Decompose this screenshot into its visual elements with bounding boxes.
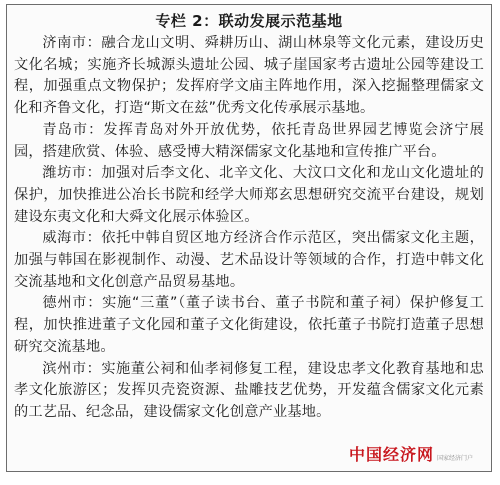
watermark [349, 442, 473, 465]
paragraph-qingdao [14, 120, 484, 163]
city-label: 潍坊市： [42, 165, 102, 182]
paragraph-weifang [14, 163, 484, 228]
paragraph-weihai [14, 228, 484, 293]
city-label: 德州市： [42, 295, 103, 312]
watermark-logo: 中国经济网 [348, 445, 434, 464]
paragraph-text: 实施董公祠和仙孝祠修复工程，建设忠孝文化教育基地和忠孝文化旅游区；发挥贝壳瓷资源、盐雕技艺优势，开发蕴含儒家文化元素的工艺品、纪念品，建设儒家文化创意产业基地。 [14, 360, 484, 420]
watermark-subtitle: 国家经济门户 [436, 455, 473, 462]
column-box [6, 4, 492, 472]
city-label: 济南市： [42, 35, 102, 51]
paragraph-text: 依托中韩自贸区地方经济合作示范区，突出儒家文化主题，加强与韩国在影视制作、动漫、艺术品设计等领域的合作，打造中韩文化交流基地和文化创意产品贸易基地。 [14, 230, 484, 290]
paragraph-binzhou [14, 359, 484, 424]
city-label: 威海市： [42, 230, 102, 247]
paragraph-text: 加强对后李文化、北辛文化、大汶口文化和龙山文化遗址的保护，加快推进公冶长书院和经学大师郑玄思想研究交流平台建设，规划建设东夷文化和大舜文化展示体验区。 [14, 165, 484, 225]
paragraph-text: 融合龙山文明、舜耕历山、湖山林泉等文化元素，建设历史文化名城；实施齐长城源头遗址公园、城子崖国家考古遗址公园等建设工程，加强重点文物保护；发挥府学文庙主阵地作用，深入挖掘整理儒家文化和齐鲁文化，打造“斯文在兹”优秀文化传承展示基地。 [14, 35, 484, 117]
paragraph-dezhou [14, 293, 484, 358]
city-label: 青岛市： [42, 121, 104, 138]
paragraph-jinan [14, 33, 484, 120]
paragraph-text: 发挥青岛对外开放优势，依托青岛世界园艺博览会济宁展园，搭建欣赏、体验、感受博大精深儒家文化基地和宣传推广平台。 [14, 121, 484, 160]
column-title: 专栏 2：联动发展示范基地 [155, 12, 343, 30]
paragraph-text: 实施“三董”（董子读书台、董子书院和董子祠）保护修复工程，加快推进董子文化园和董子文化街建设，依托董子书院打造董子思想研究交流基地。 [14, 295, 484, 355]
city-label: 滨州市： [42, 360, 102, 377]
